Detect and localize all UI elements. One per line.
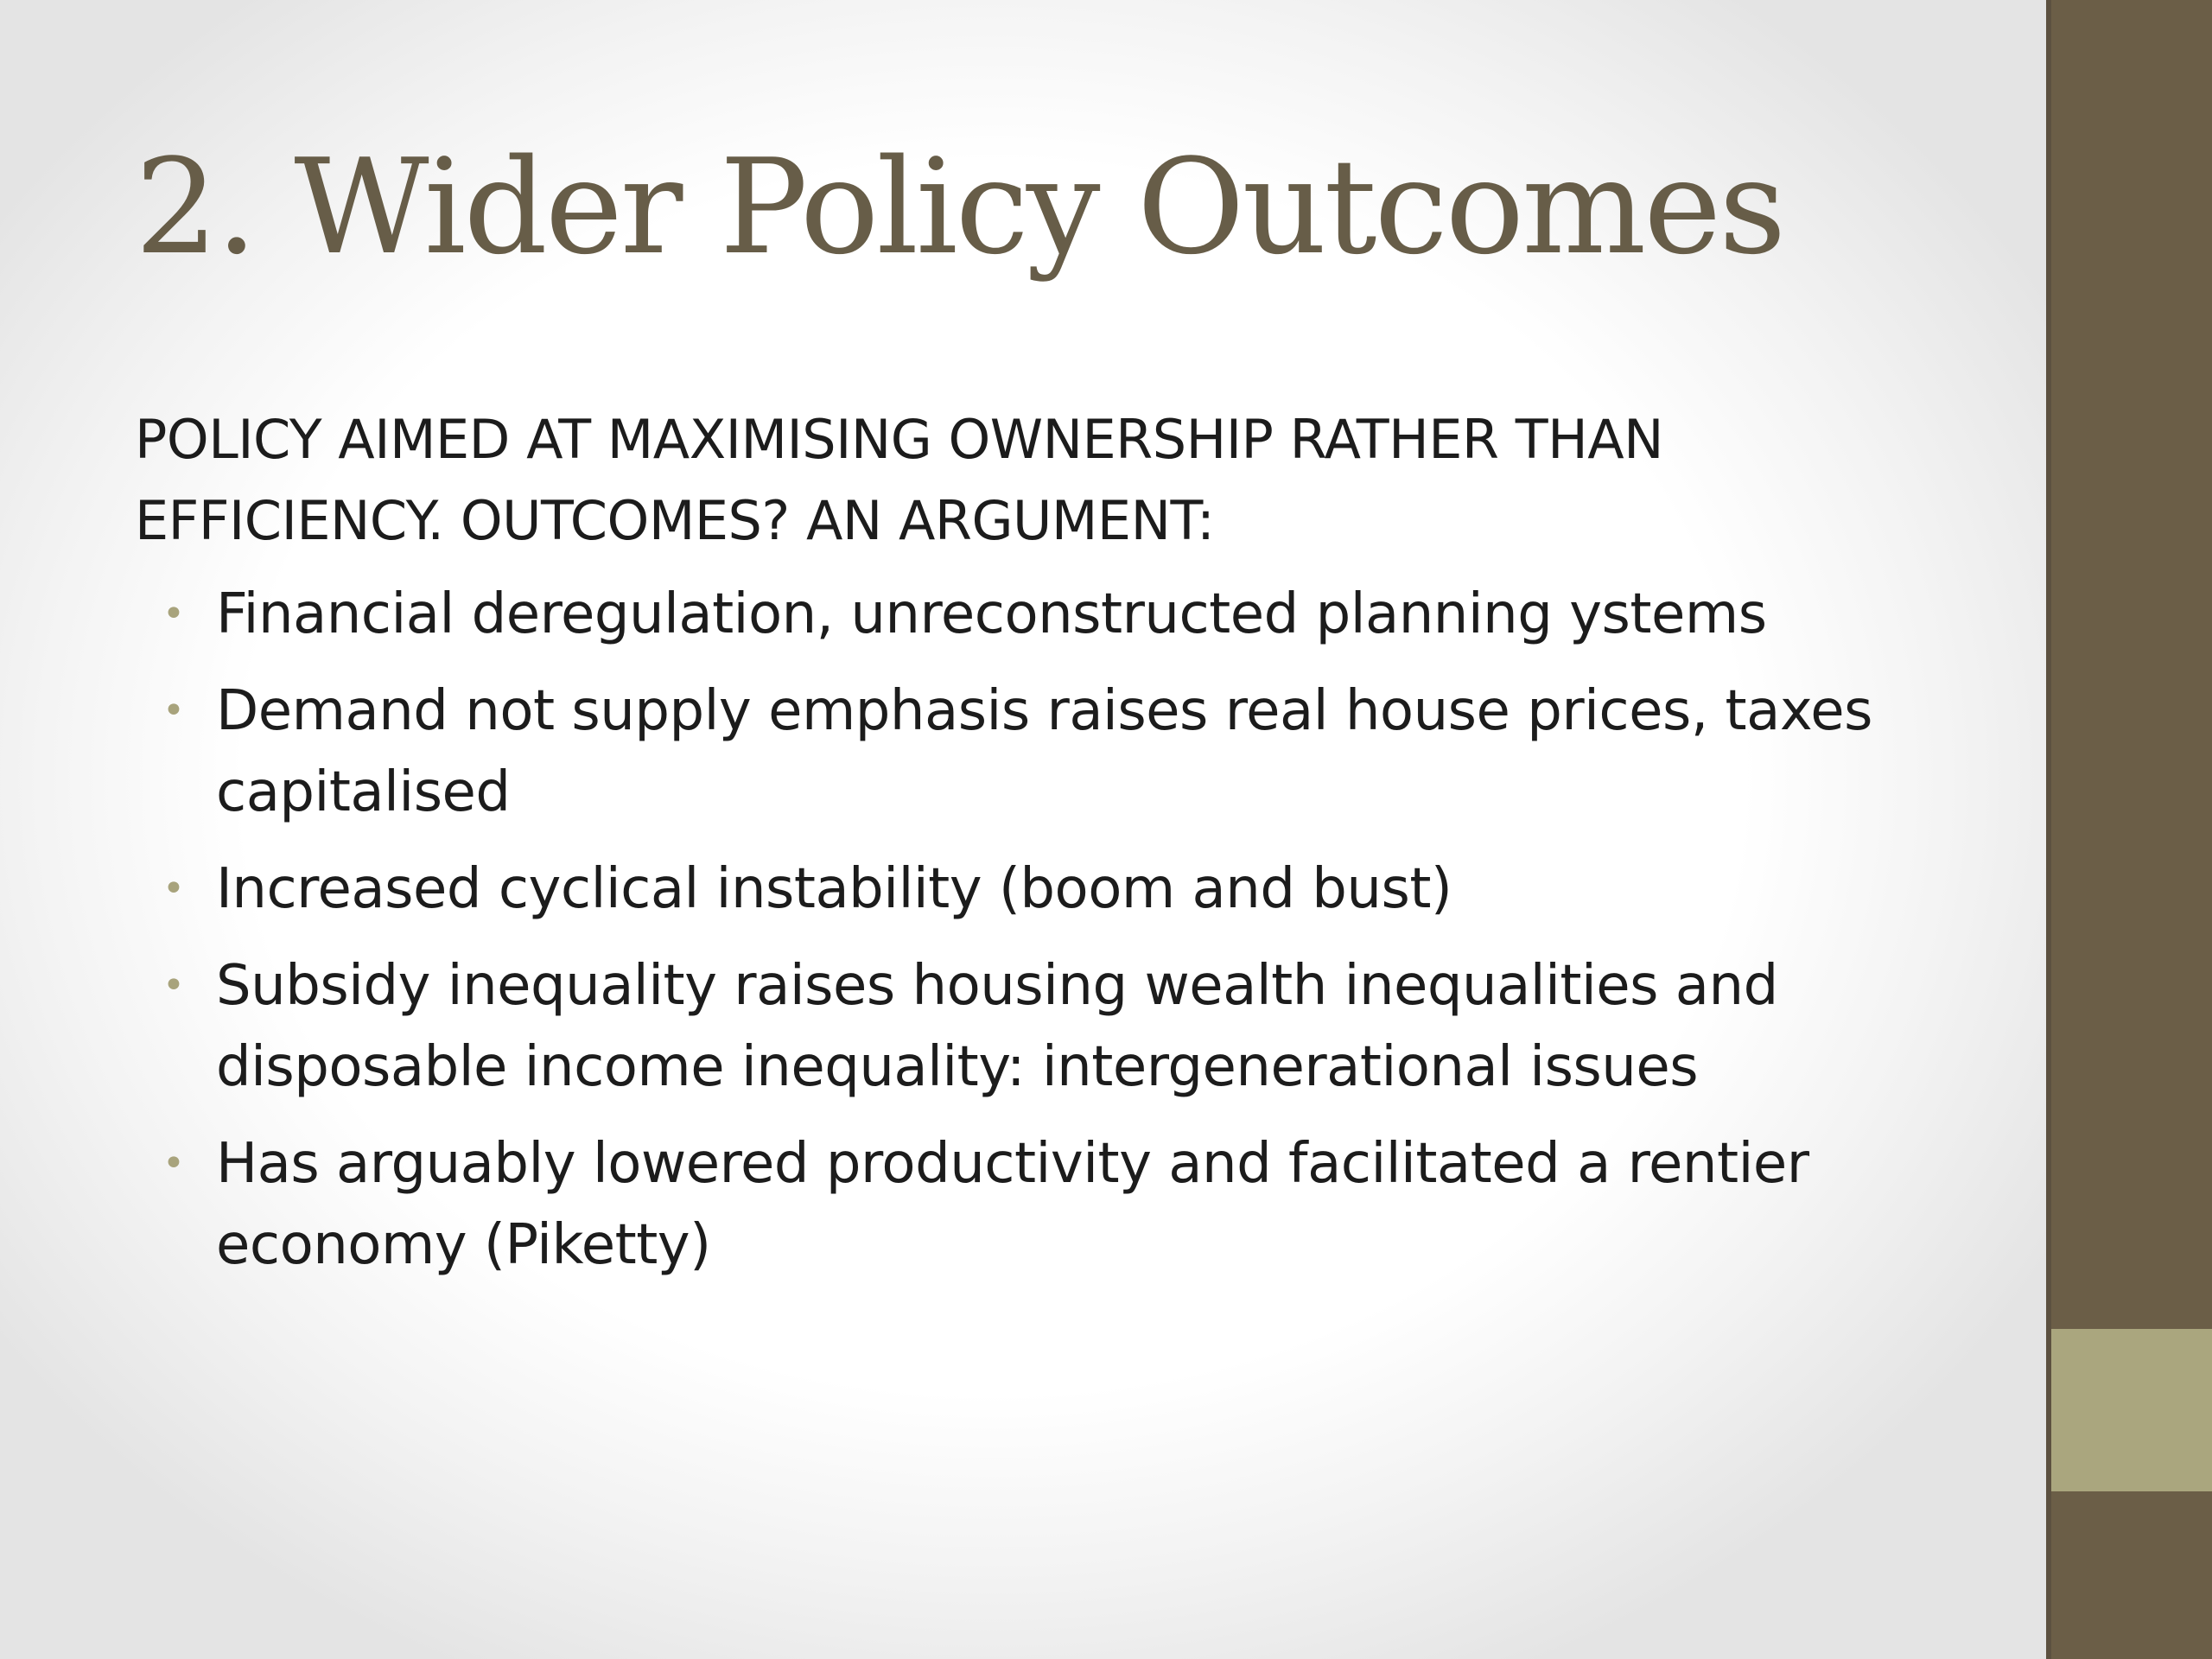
bullet-item — [135, 671, 1967, 833]
bullet-item — [135, 945, 1967, 1108]
slide-body — [135, 399, 1967, 1301]
bullet-item — [135, 849, 1967, 930]
bullet-text: Increased cyclical instability (boom and bust) — [216, 857, 1452, 921]
bullet-text: Demand not supply emphasis raises real house prices, taxes capitalised — [216, 679, 1872, 824]
bullet-icon: • — [162, 963, 185, 1007]
bullet-text: Financial deregulation, unreconstructed planning ystems — [216, 582, 1767, 646]
bullet-text: Subsidy inequality raises housing wealth inequalities and disposable income inequality: intergenerational issues — [216, 954, 1778, 1099]
bullet-text: Has arguably lowered productivity and facilitated a rentier economy (Piketty) — [216, 1132, 1809, 1277]
bullet-icon: • — [162, 867, 185, 911]
intro-line-2: EFFICIENCY. OUTCOMES? AN ARGUMENT: — [135, 489, 1215, 552]
bullet-icon: • — [162, 1141, 185, 1185]
bullet-icon: • — [162, 689, 185, 733]
bullet-list — [135, 574, 1967, 1286]
bullet-item — [135, 574, 1967, 655]
bullet-item — [135, 1123, 1967, 1286]
slide-title: 2. Wider Policy Outcomes — [135, 130, 1784, 283]
sidebar-accent-block — [2051, 1329, 2212, 1491]
intro-text — [135, 399, 1967, 562]
bullet-icon: • — [162, 592, 185, 636]
intro-line-1: POLICY AIMED AT MAXIMISING OWNERSHIP RATHER THAN — [135, 408, 1664, 471]
